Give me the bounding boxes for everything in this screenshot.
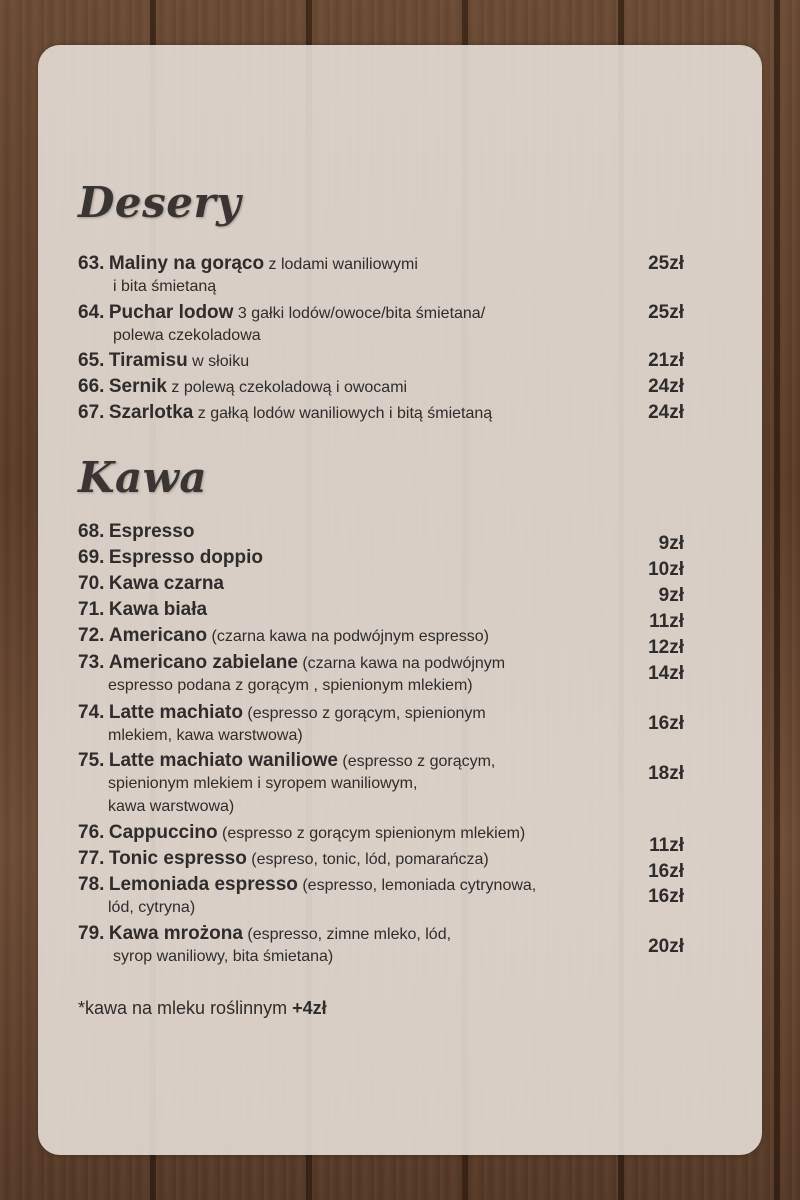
- item-number: 66.: [78, 376, 105, 397]
- plant-milk-note: [78, 998, 327, 1019]
- item-description: (czarna kawa na podwójnym espresso): [207, 628, 489, 645]
- item-name: Latte machiato waniliowe: [108, 750, 338, 771]
- menu-item: [78, 521, 598, 543]
- item-name: Tonic espresso: [108, 848, 247, 869]
- item-name: Americano zabielane: [108, 652, 298, 673]
- item-number: 64.: [78, 302, 105, 323]
- item-description: (espresso z gorącym, spienionym: [242, 705, 486, 722]
- item-name: Kawa biała: [108, 599, 208, 620]
- item-number: 78.: [78, 874, 105, 895]
- menu-item: [78, 547, 598, 569]
- item-description: (espreso, tonic, lód, pomarańcza): [246, 851, 489, 868]
- item-price: 16zł: [648, 713, 684, 734]
- item-price: 20zł: [648, 936, 684, 957]
- item-price: 11zł: [649, 835, 684, 856]
- menu-item: [78, 573, 598, 595]
- item-price: 24zł: [648, 402, 684, 423]
- item-description: (espresso, zimne mleko, lód,: [242, 926, 452, 943]
- item-description-cont: espresso podana z gorącym , spienionym mlekiem): [108, 677, 473, 694]
- item-number: 79.: [78, 923, 105, 944]
- item-description: z gałką lodów waniliowych i bitą śmietaną: [193, 405, 493, 422]
- menu-item: [78, 302, 598, 347]
- item-price: 11zł: [649, 611, 684, 632]
- item-price: 16zł: [648, 861, 684, 882]
- item-description-cont: polewa czekoladowa: [113, 327, 261, 344]
- item-description-cont: mlekiem, kawa warstwowa): [108, 727, 303, 744]
- item-name: Maliny na gorąco: [108, 253, 265, 274]
- item-name: Latte machiato: [108, 702, 243, 723]
- item-description: (espresso z gorącym,: [337, 753, 496, 770]
- menu-item: [78, 923, 598, 968]
- menu-item: [78, 750, 598, 818]
- item-name: Americano: [108, 625, 208, 646]
- item-number: 75.: [78, 750, 105, 771]
- item-name: Kawa mrożona: [108, 923, 243, 944]
- item-price: 18zł: [648, 763, 684, 784]
- section-title-desery: Desery: [78, 178, 242, 227]
- item-name: Espresso: [108, 521, 195, 542]
- item-price: 10zł: [648, 559, 684, 580]
- item-number: 72.: [78, 625, 105, 646]
- item-description-cont: i bita śmietaną: [113, 278, 217, 295]
- item-description-cont: kawa warstwowa): [108, 798, 235, 815]
- item-price: 14zł: [648, 663, 684, 684]
- item-price: 16zł: [648, 886, 684, 907]
- item-number: 69.: [78, 547, 105, 568]
- menu-item: [78, 350, 598, 372]
- item-description: z polewą czekoladową i owocami: [166, 379, 408, 396]
- item-number: 74.: [78, 702, 105, 723]
- item-number: 73.: [78, 652, 105, 673]
- item-number: 63.: [78, 253, 105, 274]
- item-price: 9zł: [658, 585, 684, 606]
- menu-item: [78, 599, 598, 621]
- menu-item: [78, 652, 598, 697]
- item-name: Espresso doppio: [108, 547, 264, 568]
- item-name: Lemoniada espresso: [108, 874, 298, 895]
- item-price: 25zł: [648, 302, 684, 323]
- menu-item: [78, 253, 598, 298]
- item-number: 71.: [78, 599, 105, 620]
- item-number: 68.: [78, 521, 105, 542]
- item-description-cont: spienionym mlekiem i syropem waniliowym,: [108, 775, 418, 792]
- item-number: 70.: [78, 573, 105, 594]
- item-price: 25zł: [648, 253, 684, 274]
- item-name: Tiramisu: [108, 350, 188, 371]
- item-number: 65.: [78, 350, 105, 371]
- item-description-cont: syrop waniliowy, bita śmietana): [113, 948, 334, 965]
- item-name: Sernik: [108, 376, 167, 397]
- section-title-kawa: Kawa: [78, 453, 208, 502]
- item-price: 24zł: [648, 376, 684, 397]
- menu-item: [78, 874, 598, 919]
- item-price: 21zł: [648, 350, 684, 371]
- item-description: 3 gałki lodów/owoce/bita śmietana/: [233, 305, 486, 322]
- menu-item: [78, 376, 598, 398]
- item-description: w słoiku: [187, 353, 250, 370]
- item-name: Kawa czarna: [108, 573, 224, 594]
- item-price: 12zł: [648, 637, 684, 658]
- item-number: 67.: [78, 402, 105, 423]
- menu-item: [78, 822, 598, 844]
- menu-item: [78, 625, 598, 647]
- note-surcharge: +4zł: [292, 998, 327, 1018]
- menu-item: [78, 702, 598, 747]
- note-text: *kawa na mleku roślinnym: [78, 998, 293, 1018]
- item-description: z lodami waniliowymi: [264, 256, 418, 273]
- item-name: Szarlotka: [108, 402, 194, 423]
- item-number: 77.: [78, 848, 105, 869]
- menu-item: [78, 848, 598, 870]
- item-description: (espresso z gorącym spienionym mlekiem): [217, 825, 526, 842]
- item-name: Cappuccino: [108, 822, 218, 843]
- item-description: (czarna kawa na podwójnym: [297, 655, 506, 672]
- item-number: 76.: [78, 822, 105, 843]
- item-description-cont: lód, cytryna): [108, 899, 196, 916]
- item-price: 9zł: [658, 533, 684, 554]
- item-description: (espresso, lemoniada cytrynowa,: [297, 877, 537, 894]
- item-name: Puchar lodow: [108, 302, 234, 323]
- menu-item: [78, 402, 598, 424]
